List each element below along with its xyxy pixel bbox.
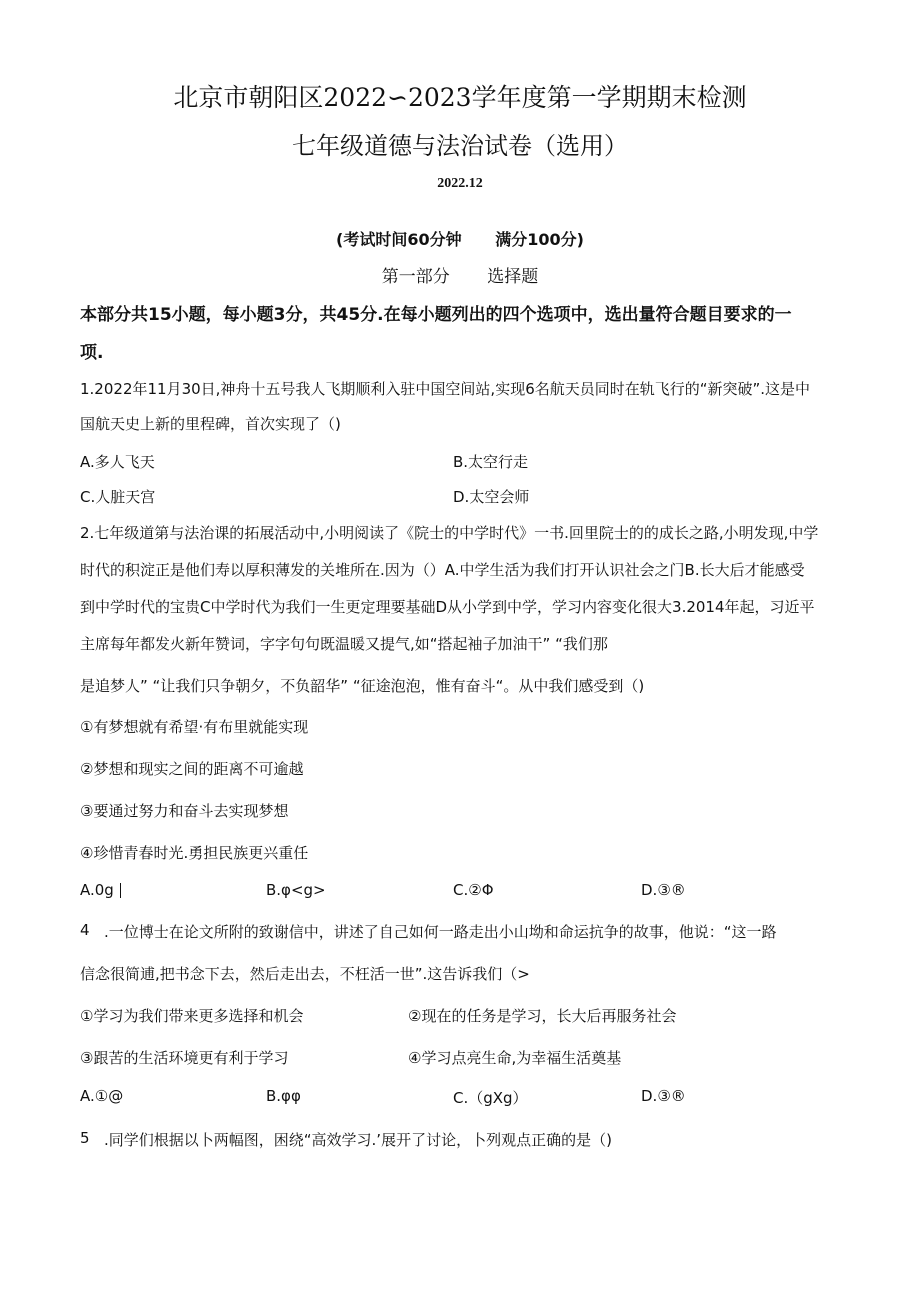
statement-item: ②现在的任务是学习，长大后再服务社会 <box>408 1007 677 1025</box>
question-4-number: 4 <box>80 921 90 939</box>
option-d: D.③® <box>641 1087 686 1105</box>
statement-item: ④学习点亮生命,为幸福生活奠基 <box>408 1049 622 1067</box>
option-b: B.φφ <box>266 1087 301 1105</box>
option-c: C.人脏天宫 <box>80 488 156 506</box>
question-1-text: 国航天史上新的里程碑，首次实现了（) <box>80 415 341 433</box>
statement-item: ③跟苦的生活环境更有利于学习 <box>80 1049 289 1067</box>
instructions-line: 本部分共15小题，每小题3分，共45分.在每小题列出的四个选项中，选出量符合题目要求的一 <box>80 305 792 325</box>
question-5-text: .同学们根据以卜两幅图，困绕“高效学习.’展开了讨论，卜列观点正确的是（) <box>104 1131 612 1149</box>
option-b: B.太空行走 <box>453 453 529 471</box>
question-2-text: 时代的积淀正是他们寿以厚积薄发的关堆所在.因为（）A.中学生活为我们打开认识社会之门B.长大后才能感受 <box>80 561 805 579</box>
question-1-text: 1.2022年11月30日,神舟十五号我人飞期顺利入驻中国空间站,实现6名航天员同时在轨飞行的“新突破”.这是中 <box>80 380 811 398</box>
statement-item: ①学习为我们带来更多选择和机会 <box>80 1007 304 1025</box>
section-name: 选择题 <box>487 267 539 287</box>
exam-info <box>0 227 920 250</box>
instructions-line: 项. <box>80 343 104 363</box>
option-a-label: A.0g <box>80 881 114 899</box>
exam-date: 2022.12 <box>437 176 483 191</box>
question-2-text: 主席每年都发火新年赞词，字字句句既温暖又提气,如“搭起袖子加油干” “我们那 <box>80 635 608 653</box>
section-part: 第一部分 <box>381 267 450 287</box>
statement-item: ④珍惜青春时光.勇担民族更兴重任 <box>80 844 309 862</box>
statement-item: ①有梦想就有希望·有布里就能实现 <box>80 718 309 736</box>
option-d: D.③® <box>641 881 686 899</box>
question-2-text: 是追梦人” “让我们只争朝夕，不负韶华” “征途泡泡，惟有奋斗“。从中我们感受到（) <box>80 677 645 695</box>
option-c: C.②Φ <box>453 881 494 899</box>
option-a <box>80 881 121 899</box>
question-4-text: .一位博士在论文所附的致谢信中，讲述了自己如何一路走出小山坳和命运抗争的故事，他说：“这一路 <box>104 923 777 941</box>
time-info: (考试时间60分钟 <box>336 230 462 249</box>
option-c: C.（gXg） <box>453 1089 528 1107</box>
statement-item: ②梦想和现实之间的距离不可逾越 <box>80 760 304 778</box>
section-heading <box>0 262 920 287</box>
exam-subtitle: 七年级道德与法治试卷（选用） <box>292 132 628 160</box>
question-2-text: 到中学时代的宝贵C中学时代为我们一生更定理要基础D从小学到中学，学习内容变化很大3.2014年起，习近平 <box>80 598 815 616</box>
statement-item: ③要通过努力和奋斗去实现梦想 <box>80 802 289 820</box>
question-5-number: 5 <box>80 1129 90 1147</box>
option-b: B.φ<g> <box>266 881 326 899</box>
text-cursor <box>120 883 121 898</box>
score-info: 满分100分) <box>495 230 584 249</box>
question-2-text: 2.七年级道第与法治课的拓展活动中,小明阅读了《院士的中学时代》一书.回里院士的的成长之路,小明发现,中学 <box>80 524 819 542</box>
exam-title: 北京市朝阳区2022∽2023学年度第一学期期末检测 <box>173 83 747 112</box>
option-a: A.多人飞天 <box>80 453 155 471</box>
option-a: A.①@ <box>80 1087 124 1105</box>
option-d: D.太空会师 <box>453 488 530 506</box>
question-4-text: 信念很简逋,把书念下去，然后走出去，不枉活一世”.这告诉我们（> <box>80 965 530 983</box>
